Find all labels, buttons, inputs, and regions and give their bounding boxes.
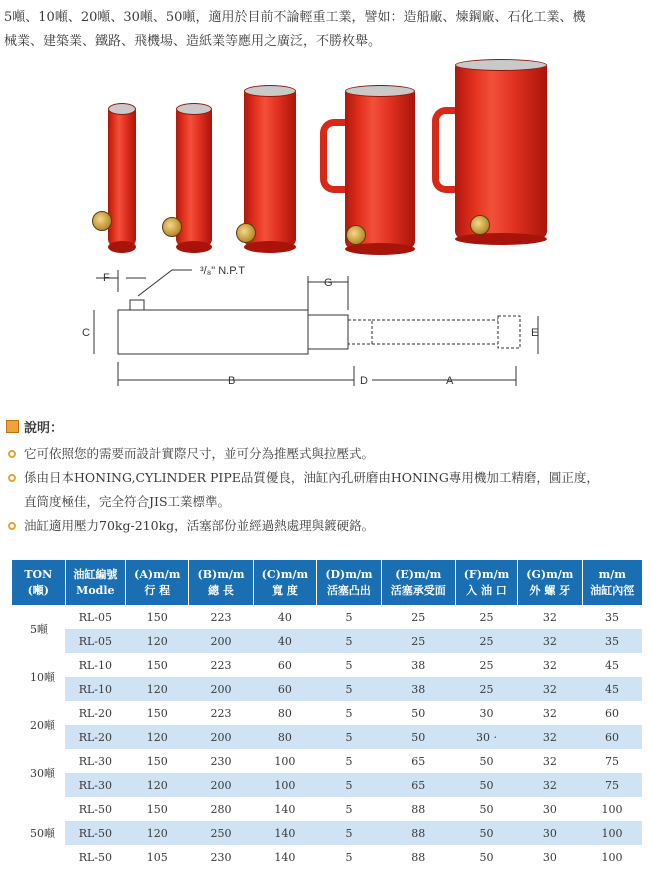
table-row <box>12 701 642 725</box>
table-row <box>12 845 642 869</box>
table-cell: 5 <box>317 629 382 653</box>
table-row <box>12 725 642 749</box>
note-item-continued: 直筒度極佳，完全符合JIS工業標準。 <box>24 494 231 509</box>
column-header: (B)m/m 總 長 <box>189 560 253 605</box>
table-cell: 30 · <box>455 725 517 749</box>
column-header: (D)m/m 活塞凸出 <box>317 560 382 605</box>
table-row <box>12 797 642 821</box>
table-cell: 140 <box>253 845 317 869</box>
table-cell: 230 <box>189 845 253 869</box>
table-row <box>12 677 642 701</box>
table-row <box>12 629 642 653</box>
table-cell: 35 <box>582 629 642 653</box>
table-cell: 5 <box>317 653 382 677</box>
table-cell: 45 <box>582 677 642 701</box>
table-cell: RL-05 <box>65 629 126 653</box>
diagram-label-e: E <box>531 327 539 339</box>
table-cell: 60 <box>253 677 317 701</box>
diagram-label-b: B <box>228 375 236 387</box>
diagram-label-c: C <box>82 327 90 339</box>
section-marker-icon <box>6 420 19 433</box>
intro-text <box>4 6 644 54</box>
table-cell: 230 <box>189 749 253 773</box>
table-row <box>12 749 642 773</box>
cylinder-5-ton <box>108 103 136 253</box>
table-cell: 50 <box>455 749 517 773</box>
table-cell: 50 <box>455 797 517 821</box>
table-cell: 30 <box>455 701 517 725</box>
table-cell: 50 <box>381 725 455 749</box>
note-item: 它可依照您的需要而設計實際尺寸，並可分為推壓式與拉壓式。 <box>6 442 646 466</box>
bullet-icon <box>8 450 16 458</box>
table-cell: 35 <box>582 605 642 629</box>
table-cell: 120 <box>126 677 189 701</box>
spec-table <box>12 560 642 869</box>
table-cell: 32 <box>518 629 582 653</box>
table-cell: 50 <box>381 701 455 725</box>
intro-line-2: 械業、建築業、鐵路、飛機場、造紙業等應用之廣泛，不勝枚舉。 <box>4 34 382 49</box>
table-cell: 250 <box>189 821 253 845</box>
diagram-label-f: F <box>103 272 110 284</box>
table-cell: RL-10 <box>65 653 126 677</box>
table-cell: 60 <box>253 653 317 677</box>
table-cell: RL-50 <box>65 845 126 869</box>
table-cell: 30 <box>518 797 582 821</box>
table-cell: 120 <box>126 773 189 797</box>
diagram-label-g: G <box>324 277 333 289</box>
table-cell: 223 <box>189 605 253 629</box>
table-cell: 223 <box>189 653 253 677</box>
table-cell: 75 <box>582 749 642 773</box>
table-cell: RL-50 <box>65 797 126 821</box>
table-cell: 32 <box>518 677 582 701</box>
table-cell: 32 <box>518 701 582 725</box>
table-cell: 30 <box>518 821 582 845</box>
column-header: (C)m/m 寬 度 <box>253 560 317 605</box>
table-cell: RL-20 <box>65 701 126 725</box>
cylinder-10-ton <box>176 103 212 253</box>
note-item: 係由日本HONING,CYLINDER PIPE品質優良，油缸內孔研磨由HONING專用機加工精磨，圓正度， <box>6 466 646 490</box>
table-cell: 223 <box>189 701 253 725</box>
table-cell: 5 <box>317 605 382 629</box>
table-cell: 200 <box>189 677 253 701</box>
table-cell: 280 <box>189 797 253 821</box>
table-cell: 150 <box>126 797 189 821</box>
table-cell: 150 <box>126 749 189 773</box>
column-header: 油缸編號 Modle <box>65 560 126 605</box>
table-cell: 40 <box>253 629 317 653</box>
table-cell: 200 <box>189 773 253 797</box>
table-cell: 32 <box>518 749 582 773</box>
column-header: (E)m/m 活塞承受面 <box>381 560 455 605</box>
table-cell: 150 <box>126 701 189 725</box>
table-cell: 32 <box>518 605 582 629</box>
table-cell: 25 <box>455 677 517 701</box>
table-cell: 25 <box>455 605 517 629</box>
table-cell: 105 <box>126 845 189 869</box>
table-cell: 200 <box>189 629 253 653</box>
table-cell: 25 <box>381 629 455 653</box>
table-cell: 5 <box>317 725 382 749</box>
column-header: (A)m/m 行 程 <box>126 560 189 605</box>
table-cell: 50 <box>455 821 517 845</box>
table-header-row <box>12 560 642 605</box>
diagram-label-d: D <box>360 375 368 387</box>
table-cell: RL-05 <box>65 605 126 629</box>
table-cell: 60 <box>582 725 642 749</box>
table-cell: 5 <box>317 677 382 701</box>
table-cell: 100 <box>582 845 642 869</box>
table-cell: 25 <box>381 605 455 629</box>
table-cell: 150 <box>126 605 189 629</box>
table-cell: 88 <box>381 797 455 821</box>
table-cell: RL-10 <box>65 677 126 701</box>
table-cell: 25 <box>455 629 517 653</box>
intro-line-1: 5噸、10噸、20噸、30噸、50噸，適用於目前不論輕重工業，譬如：造船廠、煉鋼廠、石化工業、機 <box>4 10 586 25</box>
table-cell: 60 <box>582 701 642 725</box>
table-cell: 75 <box>582 773 642 797</box>
diagram-npt-label: ³/₈" N.P.T <box>200 265 245 277</box>
table-cell: 88 <box>381 821 455 845</box>
table-cell: 100 <box>253 749 317 773</box>
notes-section <box>6 417 646 538</box>
table-cell: 100 <box>582 797 642 821</box>
table-cell: 120 <box>126 629 189 653</box>
oil-coupler-icon <box>92 211 112 231</box>
table-cell: 200 <box>189 725 253 749</box>
column-header: (G)m/m 外 螺 牙 <box>518 560 582 605</box>
ton-label: 20噸 <box>12 701 65 749</box>
table-cell: 80 <box>253 725 317 749</box>
table-cell: 5 <box>317 845 382 869</box>
dimension-diagram <box>80 262 560 392</box>
bullet-icon <box>8 474 16 482</box>
column-header: (F)m/m 入 油 口 <box>455 560 517 605</box>
table-cell: 45 <box>582 653 642 677</box>
bullet-icon <box>8 522 16 530</box>
ton-label: 10噸 <box>12 653 65 701</box>
table-cell: 38 <box>381 677 455 701</box>
oil-coupler-icon <box>346 225 366 245</box>
diagram-label-a: A <box>446 375 454 387</box>
table-cell: 150 <box>126 653 189 677</box>
table-cell: RL-30 <box>65 749 126 773</box>
table-cell: 25 <box>455 653 517 677</box>
table-cell: RL-30 <box>65 773 126 797</box>
table-cell: RL-20 <box>65 725 126 749</box>
table-cell: 65 <box>381 773 455 797</box>
note-item: 油缸適用壓力70kg-210kg，活塞部份並經過熱處理與鍍硬鉻。 <box>6 514 646 538</box>
table-row <box>12 605 642 629</box>
column-header: m/m 油缸內徑 <box>582 560 642 605</box>
table-cell: 140 <box>253 821 317 845</box>
table-cell: 40 <box>253 605 317 629</box>
table-cell: 65 <box>381 749 455 773</box>
table-cell: 88 <box>381 845 455 869</box>
ton-label: 50噸 <box>12 797 65 869</box>
table-cell: 120 <box>126 725 189 749</box>
table-cell: 140 <box>253 797 317 821</box>
table-cell: 32 <box>518 725 582 749</box>
table-cell: 100 <box>582 821 642 845</box>
table-cell: 32 <box>518 653 582 677</box>
column-header: TON (噸) <box>12 560 65 605</box>
table-cell: 30 <box>518 845 582 869</box>
table-cell: 5 <box>317 773 382 797</box>
table-cell: 5 <box>317 701 382 725</box>
table-cell: 38 <box>381 653 455 677</box>
oil-coupler-icon <box>236 223 256 243</box>
table-cell: 5 <box>317 749 382 773</box>
ton-label: 30噸 <box>12 749 65 797</box>
table-row <box>12 653 642 677</box>
table-cell: 120 <box>126 821 189 845</box>
table-cell: 32 <box>518 773 582 797</box>
table-cell: 50 <box>455 845 517 869</box>
oil-coupler-icon <box>470 215 490 235</box>
table-cell: 80 <box>253 701 317 725</box>
table-cell: 100 <box>253 773 317 797</box>
table-row <box>12 773 642 797</box>
table-cell: 50 <box>455 773 517 797</box>
oil-coupler-icon <box>162 217 182 237</box>
table-cell: 5 <box>317 821 382 845</box>
cylinder-50-ton <box>455 59 547 245</box>
table-cell: RL-50 <box>65 821 126 845</box>
ton-label: 5噸 <box>12 605 65 653</box>
notes-title: 說明： <box>24 421 64 436</box>
table-row <box>12 821 642 845</box>
product-photo <box>0 55 650 255</box>
table-cell: 5 <box>317 797 382 821</box>
